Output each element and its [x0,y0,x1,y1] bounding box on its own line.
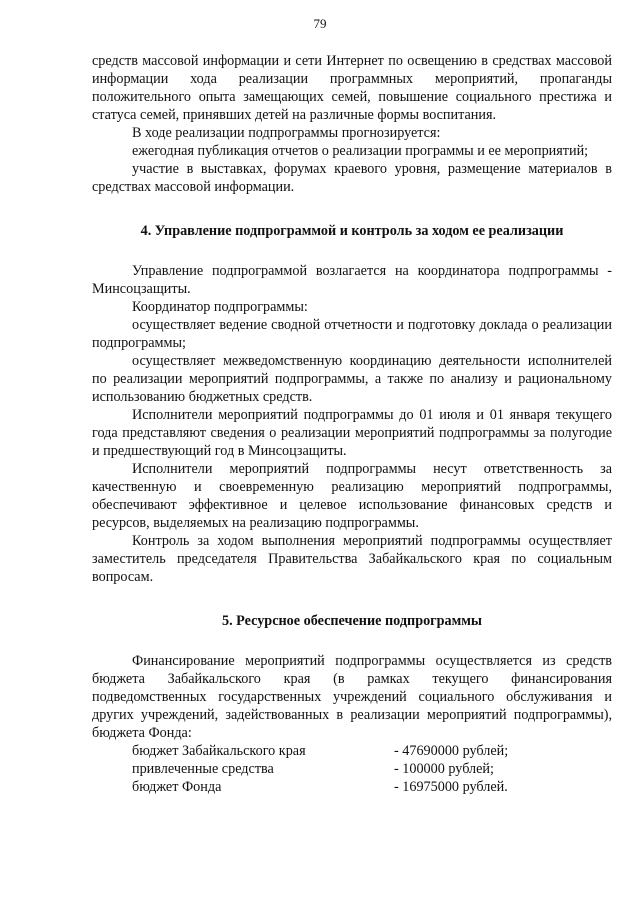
section-4-paragraph: Управление подпрограммой возлагается на координатора подпрограммы - Минсоцзащиты. [92,263,612,297]
section-4-paragraph: Контроль за ходом выполнения мероприятий подпрограммы осуществляет заместитель председателя Правительства Забайкальского края по социальным вопросам. [92,533,612,585]
budget-label: привлеченные средства [132,761,274,777]
section-4-paragraph: Координатор подпрограммы: [132,299,308,315]
intro-paragraph-1: средств массовой информации и сети Интернет по освещению в средствах массовой информации хода реализации программных мероприятий, пропаганды положительного опыта замещающих семей, повышение социального престижа и статуса семей, принявших детей на различные формы воспитания. [92,53,612,123]
page-number: 79 [313,16,327,31]
section-4-paragraph: осуществляет ведение сводной отчетности и подготовку доклада о реализации подпрограммы; [92,317,612,351]
budget-amount: - 16975000 рублей. [394,779,508,795]
section-4-heading: 4. Управление подпрограммой и контроль за ходом ее реализации [140,223,564,239]
section-4-paragraph: Исполнители мероприятий подпрограммы до 01 июля и 01 января текущего года представляют сведения о реализации мероприятий подпрограммы за полугодие и предшествующий год в Минсоцзащиты. [92,407,612,459]
budget-label: бюджет Забайкальского края [132,743,306,759]
budget-row [92,760,612,778]
document-body [92,52,612,796]
section-4-paragraph: Исполнители мероприятий подпрограммы несут ответственность за качественную и своевременную реализацию мероприятий подпрограммы, обеспечивают эффективное и целевое использование финансовых средств и ресурсов, выделяемых на реализацию подпрограммы. [92,461,612,531]
section-5-paragraph: Финансирование мероприятий подпрограммы осуществляется из средств бюджета Забайкальского края (в рамках текущего финансирования подведомственных государственных учреждений социального обслуживания и других учреждений, задействованных в реализации мероприятий подпрограммы), бюджета Фонда: [92,653,612,741]
budget-row [92,778,612,796]
section-4-paragraph: осуществляет межведомственную координацию деятельности исполнителей по реализации мероприятий подпрограммы, а также по анализу и рациональному использованию бюджетных средств. [92,353,612,405]
section-5-body [92,652,612,796]
intro-paragraph-3: ежегодная публикация отчетов о реализации программы и ее мероприятий; [132,143,589,159]
budget-amount: - 47690000 рублей; [394,743,509,759]
budget-list [92,742,612,796]
intro-paragraph-4: участие в выставках, форумах краевого уровня, размещение материалов в средствах массовой информации. [92,161,612,195]
section-5-heading: 5. Ресурсное обеспечение подпрограммы [221,613,483,629]
section-4-body [92,262,612,586]
budget-row [92,742,612,760]
budget-amount: - 100000 рублей; [394,761,494,777]
intro-paragraph-2: В ходе реализации подпрограммы прогнозируется: [132,125,441,141]
budget-label: бюджет Фонда [132,779,222,795]
